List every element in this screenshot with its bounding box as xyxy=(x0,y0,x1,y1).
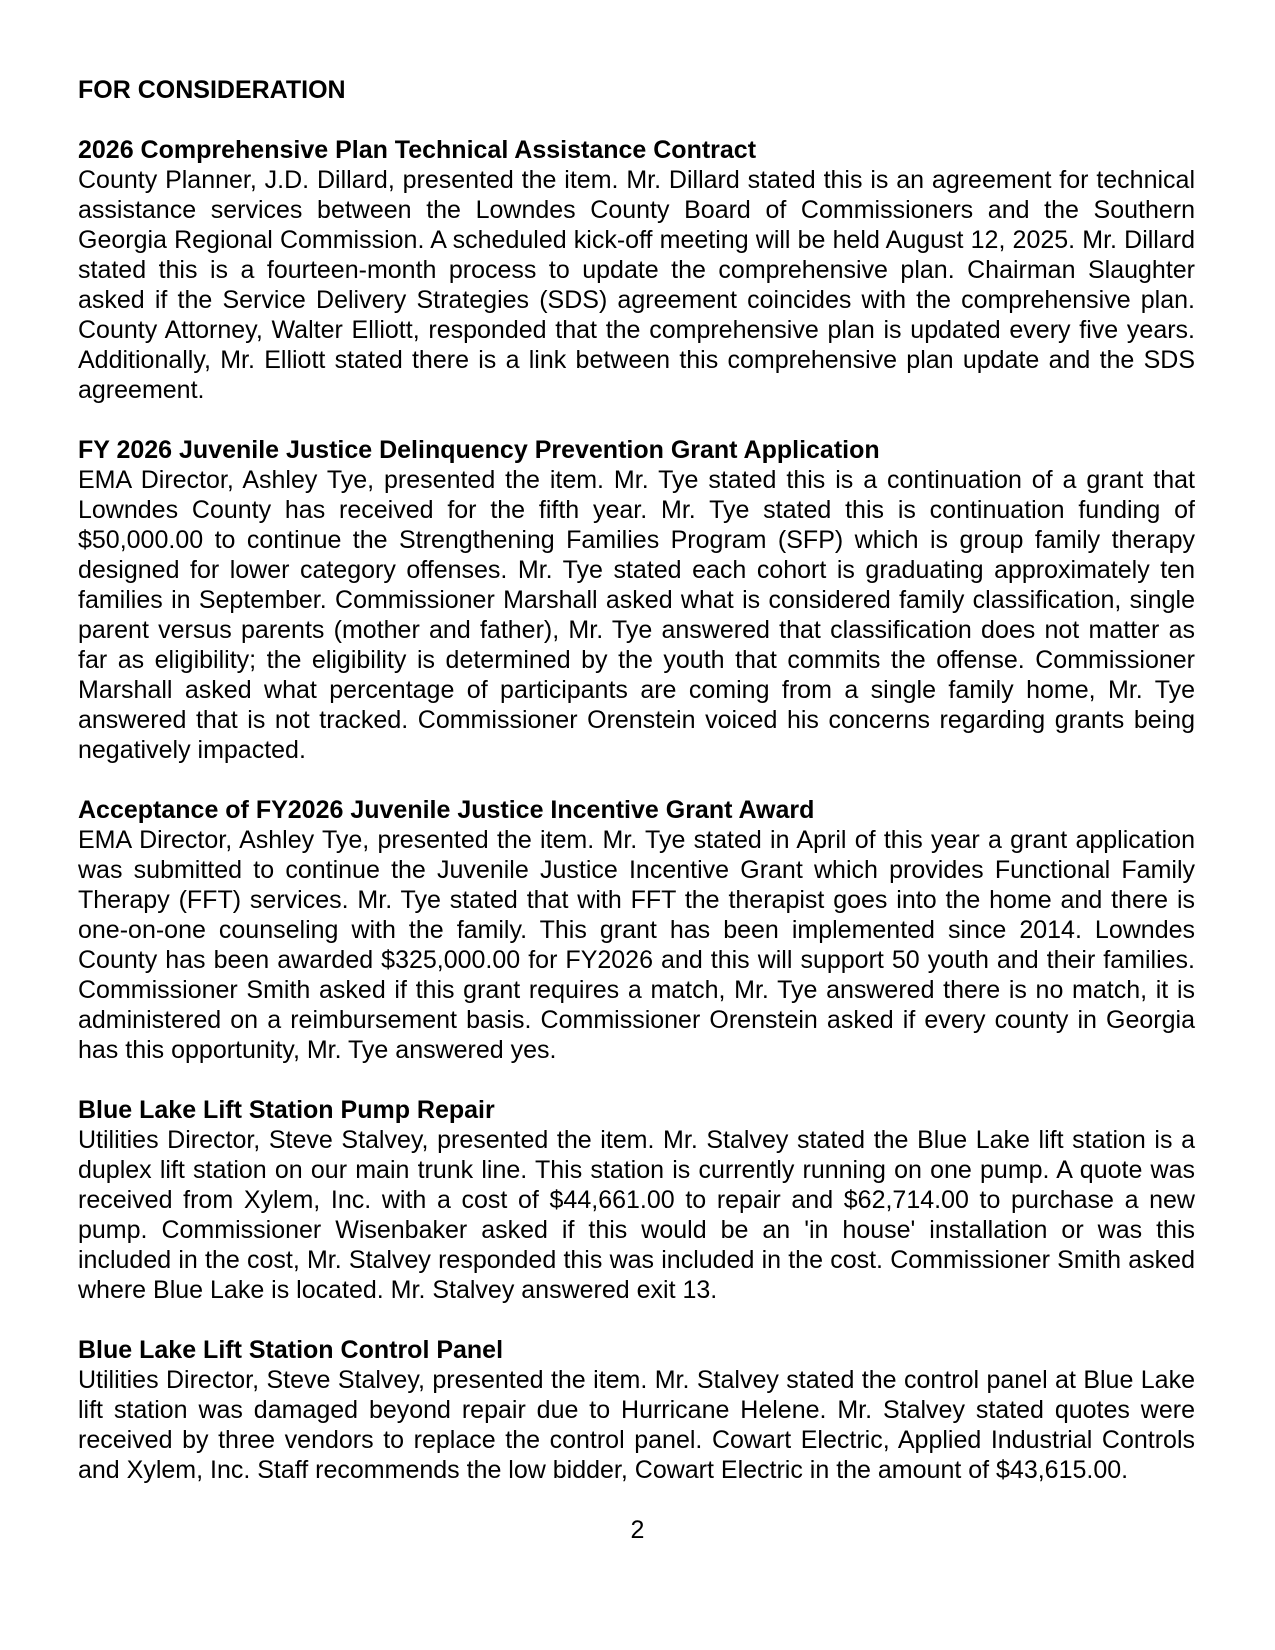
section-incentive-grant-award xyxy=(78,795,1195,1065)
section-body: County Planner, J.D. Dillard, presented the item. Mr. Dillard stated this is an agreement for technical assistance services between the Lowndes County Board of Commissioners and the Southern Georgia Regional Commission. A scheduled kick-off meeting will be held August 12, 2025. Mr. Dillard stated this is a fourteen-month process to update the comprehensive plan. Chairman Slaughter asked if the Service Delivery Strategies (SDS) agreement coincides with the comprehensive plan. County Attorney, Walter Elliott, responded that the comprehensive plan is updated every five years. Additionally, Mr. Elliott stated there is a link between this comprehensive plan update and the SDS agreement. xyxy=(78,166,1195,404)
page-number: 2 xyxy=(630,1516,645,1544)
section-body: Utilities Director, Steve Stalvey, presented the item. Mr. Stalvey stated the control panel at Blue Lake lift station was damaged beyond repair due to Hurricane Helene. Mr. Stalvey stated quotes were received by three vendors to replace the control panel. Cowart Electric, Applied Industrial Controls and Xylem, Inc. Staff recommends the low bidder, Cowart Electric in the amount of $43,615.00. xyxy=(78,1366,1195,1484)
section-control-panel xyxy=(78,1335,1195,1485)
section-heading: Acceptance of FY2026 Juvenile Justice Incentive Grant Award xyxy=(78,796,815,824)
section-pump-repair xyxy=(78,1095,1195,1305)
section-heading: 2026 Comprehensive Plan Technical Assistance Contract xyxy=(78,136,757,164)
document-header: FOR CONSIDERATION xyxy=(78,76,346,104)
section-heading: FY 2026 Juvenile Justice Delinquency Prevention Grant Application xyxy=(78,436,880,464)
section-body: EMA Director, Ashley Tye, presented the item. Mr. Tye stated this is a continuation of a grant that Lowndes County has received for the fifth year. Mr. Tye stated this is continuation funding of $50,000.00 to continue the Strengthening Families Program (SFP) which is group family therapy designed for lower category offenses. Mr. Tye stated each cohort is graduating approximately ten families in September. Commissioner Marshall asked what is considered family classification, single parent versus parents (mother and father), Mr. Tye answered that classification does not matter as far as eligibility; the eligibility is determined by the youth that commits the offense. Commissioner Marshall asked what percentage of participants are coming from a single family home, Mr. Tye answered that is not tracked. Commissioner Orenstein voiced his concerns regarding grants being negatively impacted. xyxy=(78,466,1195,764)
section-comprehensive-plan xyxy=(78,135,1195,405)
section-heading: Blue Lake Lift Station Pump Repair xyxy=(78,1096,495,1124)
section-body: EMA Director, Ashley Tye, presented the item. Mr. Tye stated in April of this year a grant application was submitted to continue the Juvenile Justice Incentive Grant which provides Functional Family Therapy (FFT) services. Mr. Tye stated that with FFT the therapist goes into the home and there is one-on-one counseling with the family. This grant has been implemented since 2014. Lowndes County has been awarded $325,000.00 for FY2026 and this will support 50 youth and their families. Commissioner Smith asked if this grant requires a match, Mr. Tye answered there is no match, it is administered on a reimbursement basis. Commissioner Orenstein asked if every county in Georgia has this opportunity, Mr. Tye answered yes. xyxy=(78,826,1195,1064)
section-delinquency-prevention-grant xyxy=(78,435,1195,765)
section-body: Utilities Director, Steve Stalvey, presented the item. Mr. Stalvey stated the Blue Lake lift station is a duplex lift station on our main trunk line. This station is currently running on one pump. A quote was received from Xylem, Inc. with a cost of $44,661.00 to repair and $62,714.00 to purchase a new pump. Commissioner Wisenbaker asked if this would be an 'in house' installation or was this included in the cost, Mr. Stalvey responded this was included in the cost. Commissioner Smith asked where Blue Lake is located. Mr. Stalvey answered exit 13. xyxy=(78,1126,1195,1304)
section-heading: Blue Lake Lift Station Control Panel xyxy=(78,1336,504,1364)
